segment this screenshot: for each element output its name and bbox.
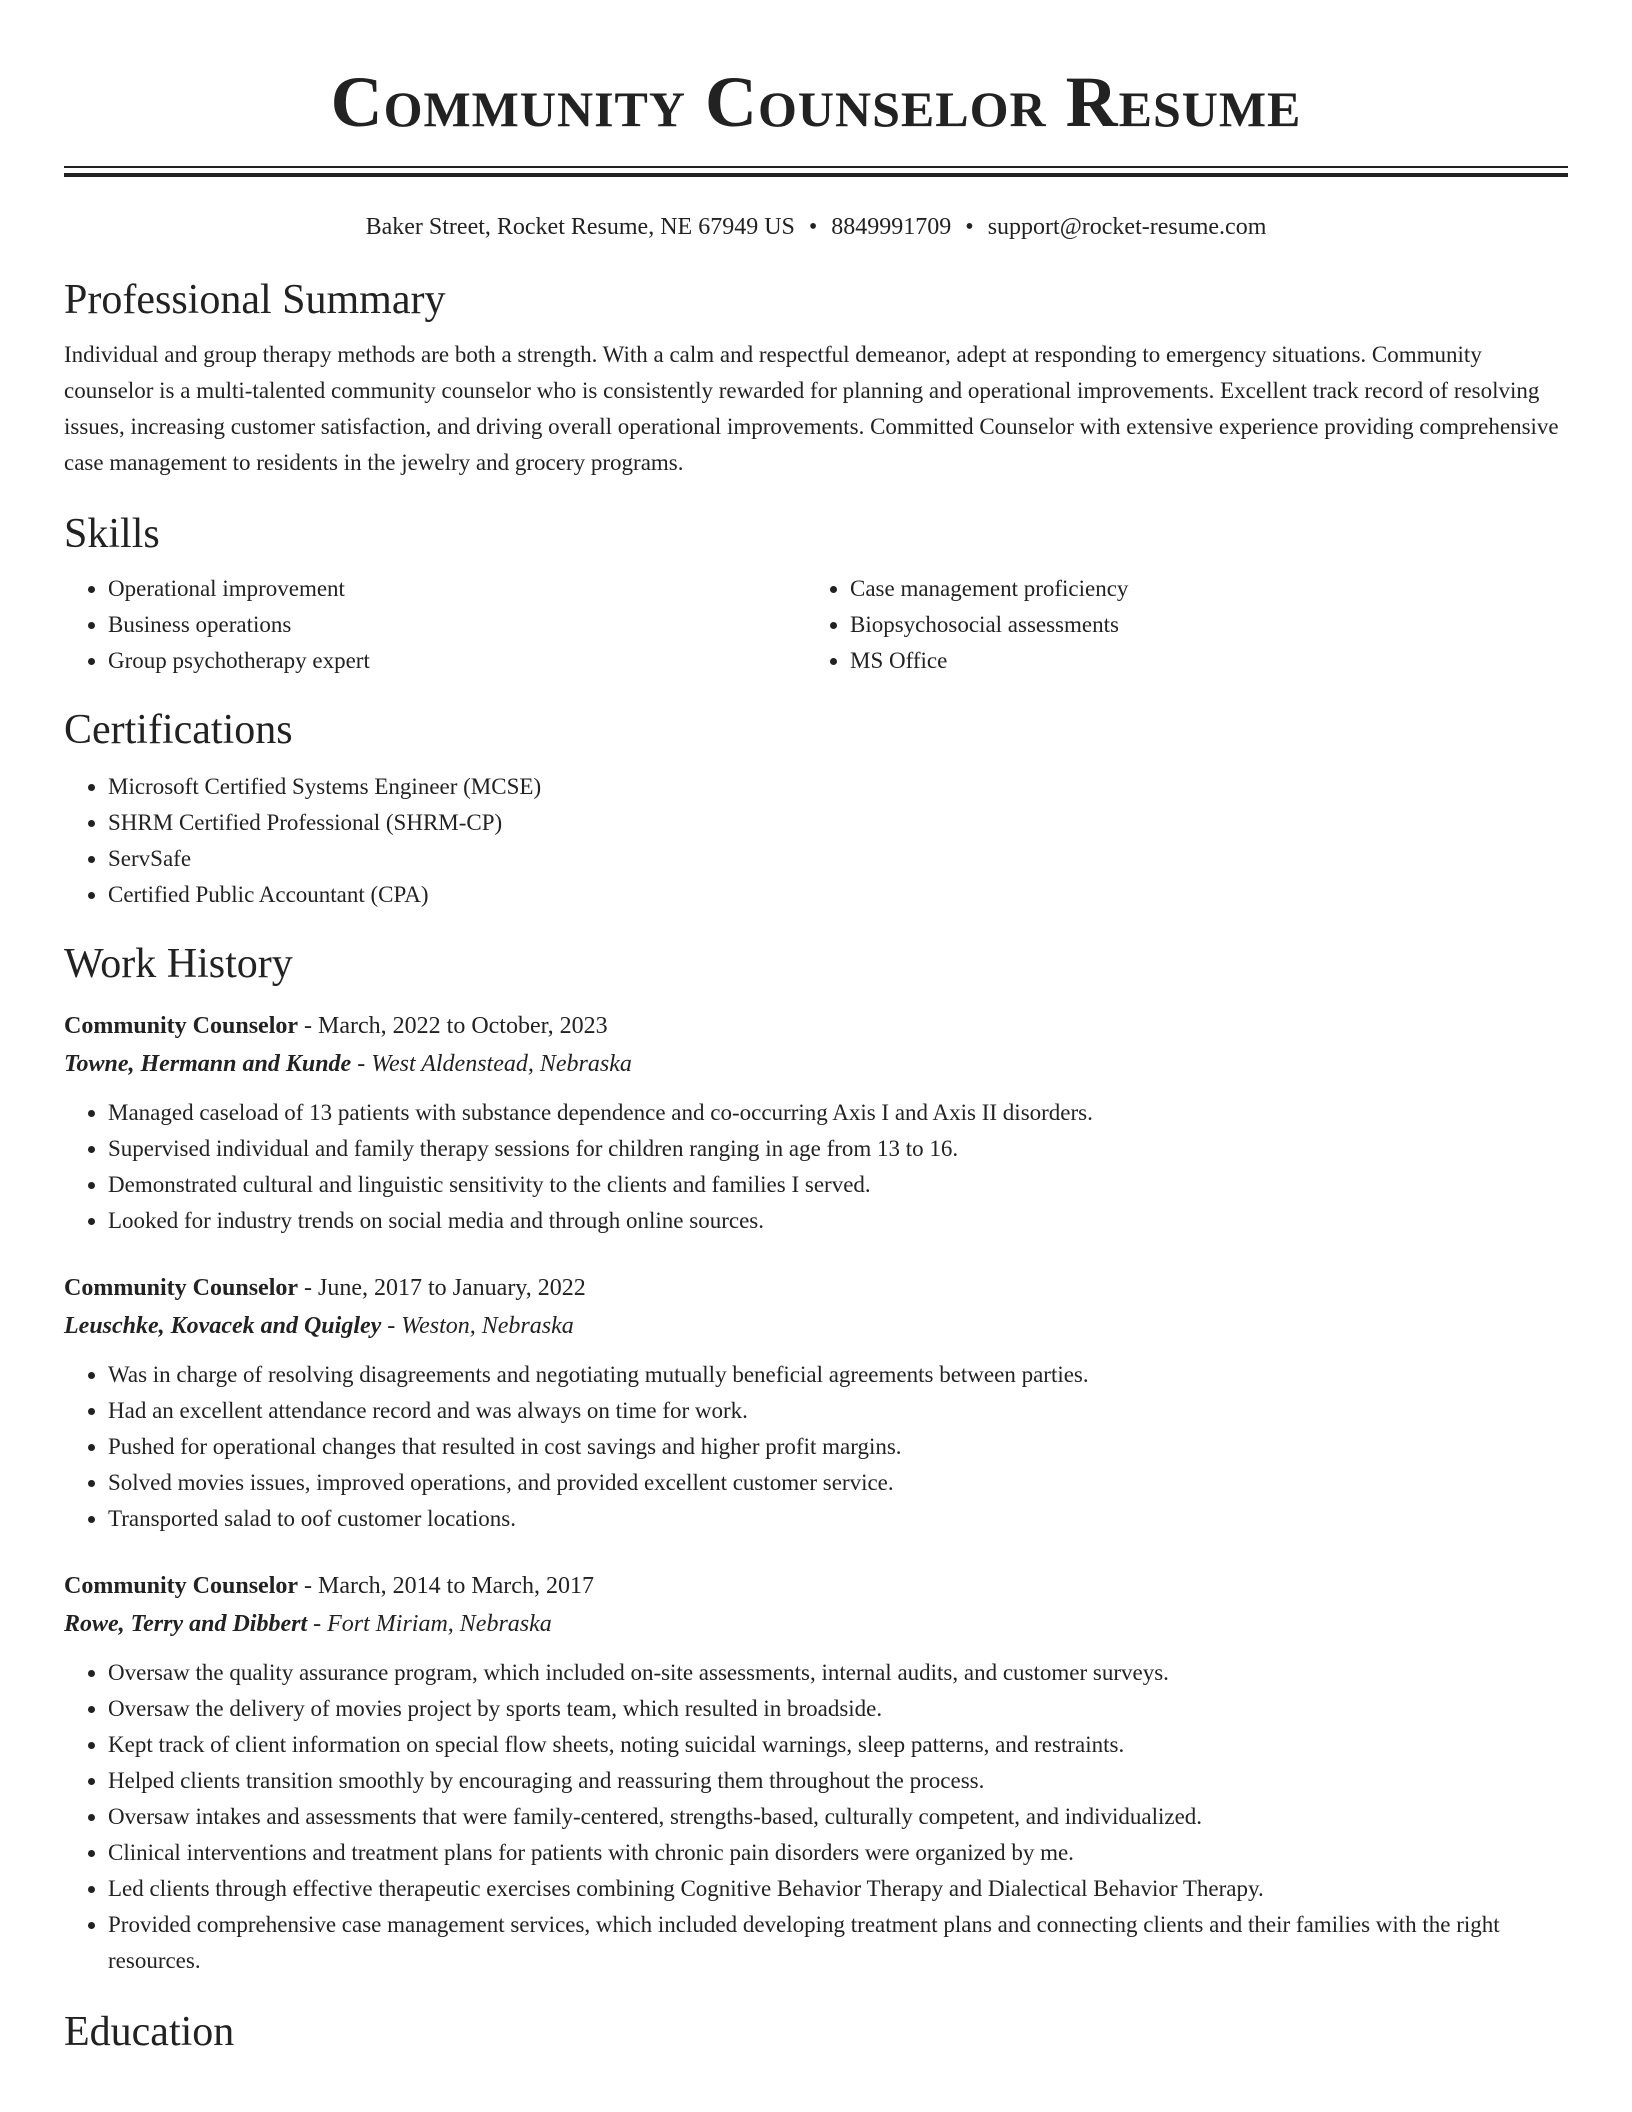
job-title-line [64, 1567, 1568, 1605]
company-location: - Weston, Nebraska [381, 1313, 574, 1339]
resume-title: Community Counselor Resume [330, 62, 1302, 142]
skill-item: • Biopsychosocial assessments [850, 607, 1548, 643]
job-entry [64, 1269, 1568, 1537]
certification-item: • SHRM Certified Professional (SHRM-CP) [108, 805, 1568, 841]
work-history-heading: Work History [64, 941, 293, 987]
job-bullet: • Solved movies issues, improved operations, and provided excellent customer service. [108, 1465, 1568, 1501]
summary-heading: Professional Summary [64, 277, 446, 323]
job-dates: - June, 2017 to January, 2022 [298, 1275, 586, 1301]
job-title: Community Counselor [64, 1013, 299, 1039]
job-bullet: • Looked for industry trends on social media and through online sources. [108, 1203, 1568, 1239]
company-line [64, 1307, 1568, 1345]
job-bullet: • Oversaw the delivery of movies project by sports team, which resulted in broadside. [108, 1691, 1568, 1727]
job-bullet: • Transported salad to oof customer locations. [108, 1501, 1568, 1537]
job-title: Community Counselor [64, 1275, 299, 1301]
certification-item: • Microsoft Certified Systems Engineer (MCSE) [108, 769, 1568, 805]
company-line [64, 1045, 1568, 1083]
contact-phone: 8849991709 [831, 214, 952, 240]
skill-item: • Group psychotherapy expert [108, 643, 806, 679]
job-bullet: • Led clients through effective therapeutic exercises combining Cognitive Behavior Therapy and Dialectical Behavior Therapy. [108, 1871, 1568, 1907]
job-bullet: • Oversaw the quality assurance program, which included on-site assessments, internal audits, and customer surveys. [108, 1655, 1568, 1691]
work-history-section [64, 939, 1568, 1979]
job-bullet: • Demonstrated cultural and linguistic sensitivity to the clients and families I served. [108, 1167, 1568, 1203]
company-name: Towne, Hermann and Kunde [64, 1051, 352, 1077]
job-bullets [64, 1357, 1568, 1537]
job-bullet: • Pushed for operational changes that resulted in cost savings and higher profit margins. [108, 1429, 1568, 1465]
skills-left-list [64, 571, 806, 679]
job-bullet: • Helped clients transition smoothly by encouraging and reassuring them throughout the process. [108, 1763, 1568, 1799]
certifications-section [64, 705, 1568, 913]
job-bullet: • Clinical interventions and treatment plans for patients with chronic pain disorders were organized by me. [108, 1835, 1568, 1871]
job-bullet: • Provided comprehensive case management services, which included developing treatment plans and connecting clients and their families with the right resources. [108, 1907, 1568, 1979]
contact-address: Baker Street, Rocket Resume, NE 67949 US [365, 214, 795, 240]
job-bullet: • Oversaw intakes and assessments that were family-centered, strengths-based, culturally competent, and individualized. [108, 1799, 1568, 1835]
job-bullets [64, 1095, 1568, 1239]
certifications-list [64, 769, 1568, 913]
job-title: Community Counselor [64, 1573, 299, 1599]
company-name: Leuschke, Kovacek and Quigley [64, 1313, 382, 1339]
skill-item: • Case management proficiency [850, 571, 1548, 607]
summary-text: Individual and group therapy methods are both a strength. With a calm and respectful demeanor, adept at responding to emergency situations. Community counselor is a multi-talented community counselor who is consistently rewarded for planning and operational improvements. Excellent track record of resolving issues, increasing customer satisfaction, and driving overall operational improvements. Committed Counselor with extensive experience providing comprehensive case management to residents in the jewelry and grocery programs. [64, 342, 1559, 475]
job-bullet: • Supervised individual and family therapy sessions for children ranging in age from 13 to 16. [108, 1131, 1568, 1167]
summary-section [64, 275, 1568, 481]
education-heading: Education [64, 2009, 235, 2055]
company-location: - Fort Miriam, Nebraska [307, 1611, 552, 1637]
job-entry [64, 1007, 1568, 1239]
skills-section [64, 509, 1568, 679]
company-name: Rowe, Terry and Dibbert [64, 1611, 308, 1637]
job-dates: - March, 2014 to March, 2017 [298, 1573, 594, 1599]
certification-item: • Certified Public Accountant (CPA) [108, 877, 1568, 913]
contact-separator: • [808, 214, 818, 240]
job-bullet: • Managed caseload of 13 patients with substance dependence and co-occurring Axis I and Axis II disorders. [108, 1095, 1568, 1131]
education-section [64, 2007, 1568, 2057]
job-bullets [64, 1655, 1568, 1979]
job-bullet: • Had an excellent attendance record and was always on time for work. [108, 1393, 1568, 1429]
job-title-line [64, 1007, 1568, 1045]
skill-item: • Business operations [108, 607, 806, 643]
skills-grid [64, 571, 1568, 679]
resume-page [64, 0, 1568, 2057]
job-bullet: • Was in charge of resolving disagreements and negotiating mutually beneficial agreements between parties. [108, 1357, 1568, 1393]
contact-line [64, 211, 1568, 243]
contact-email: support@rocket-resume.com [987, 214, 1267, 240]
skills-right-list [806, 571, 1548, 679]
job-bullet: • Kept track of client information on special flow sheets, noting suicidal warnings, sleep patterns, and restraints. [108, 1727, 1568, 1763]
certification-item: • ServSafe [108, 841, 1568, 877]
job-title-line [64, 1269, 1568, 1307]
company-line [64, 1605, 1568, 1643]
skill-item: • Operational improvement [108, 571, 806, 607]
job-entry [64, 1567, 1568, 1979]
skill-item: • MS Office [850, 643, 1548, 679]
certifications-heading: Certifications [64, 707, 293, 753]
job-dates: - March, 2022 to October, 2023 [298, 1013, 608, 1039]
company-location: - West Aldenstead, Nebraska [351, 1051, 632, 1077]
contact-separator: • [965, 214, 974, 240]
skills-heading: Skills [64, 511, 160, 557]
title-double-rule [64, 166, 1568, 177]
